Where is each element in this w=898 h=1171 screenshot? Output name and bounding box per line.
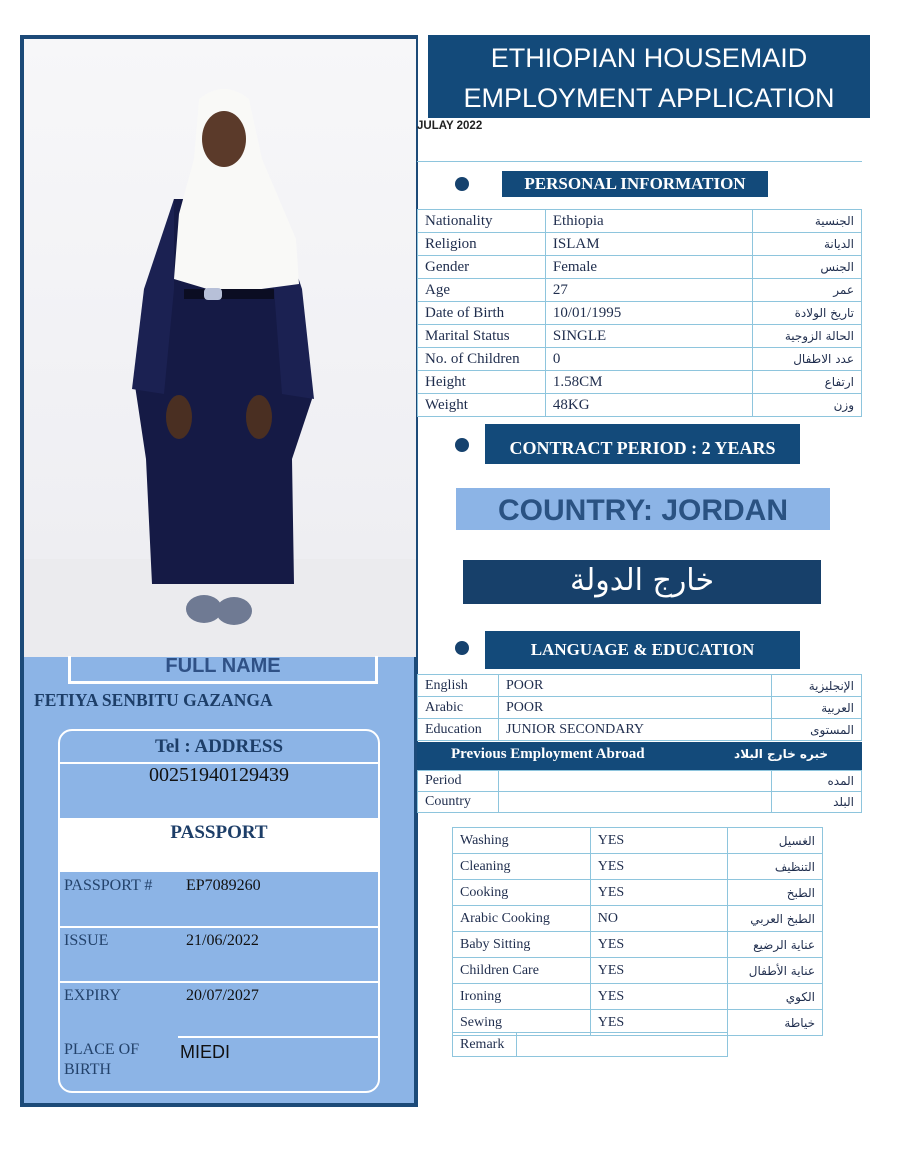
language-table — [417, 674, 862, 741]
skill-row — [453, 932, 823, 958]
personal-row — [418, 256, 862, 279]
previous-label: Period — [418, 771, 499, 792]
bullet-icon — [455, 177, 469, 191]
personal-info-heading: PERSONAL INFORMATION — [502, 171, 768, 197]
personal-info-table — [417, 209, 862, 417]
bullet-icon — [455, 438, 469, 452]
personal-row — [418, 210, 862, 233]
country-banner: COUNTRY: JORDAN — [456, 488, 830, 530]
skill-label: Children Care — [453, 958, 591, 984]
passport-number-label: PASSPORT # — [64, 877, 153, 894]
issue-label: ISSUE — [64, 932, 109, 949]
skill-value: YES — [590, 1010, 727, 1036]
personal-label: Religion — [418, 233, 546, 256]
language-row — [418, 697, 862, 719]
previous-row — [418, 771, 862, 792]
skill-label: Ironing — [453, 984, 591, 1010]
skill-row — [453, 828, 823, 854]
skill-arabic: الكوي — [728, 984, 823, 1010]
language-label: Education — [418, 719, 499, 741]
skills-table — [452, 827, 823, 1036]
skill-arabic: عناية الرضيع — [728, 932, 823, 958]
full-name-value: FETIYA SENBITU GAZANGA — [34, 690, 273, 710]
skill-value: YES — [590, 932, 727, 958]
skill-value: YES — [590, 854, 727, 880]
skill-label: Cooking — [453, 880, 591, 906]
skill-label: Arabic Cooking — [453, 906, 591, 932]
bullet-icon — [455, 641, 469, 655]
skill-row — [453, 958, 823, 984]
remark-value — [516, 1033, 727, 1057]
personal-row — [418, 233, 862, 256]
personal-value: 27 — [545, 279, 752, 302]
expiry-value: 20/07/2027 — [186, 987, 259, 1004]
personal-value: Female — [545, 256, 752, 279]
issue-value: 21/06/2022 — [186, 932, 259, 949]
personal-row — [418, 325, 862, 348]
personal-arabic: الجنس — [753, 256, 862, 279]
divider — [60, 926, 378, 928]
divider — [60, 981, 378, 983]
previous-arabic: البلد — [772, 792, 862, 813]
skill-value: NO — [590, 906, 727, 932]
personal-value: 0 — [545, 348, 752, 371]
personal-arabic: عمر — [753, 279, 862, 302]
abroad-banner-arabic: خارج الدولة — [463, 560, 821, 604]
personal-label: Gender — [418, 256, 546, 279]
personal-row — [418, 394, 862, 417]
personal-arabic: الديانة — [753, 233, 862, 256]
personal-value: Ethiopia — [545, 210, 752, 233]
skill-label: Washing — [453, 828, 591, 854]
personal-label: Marital Status — [418, 325, 546, 348]
language-row — [418, 719, 862, 741]
title-line-2: EMPLOYMENT APPLICATION — [463, 83, 835, 113]
place-of-birth-value: MIEDI — [180, 1042, 231, 1062]
previous-row — [418, 792, 862, 813]
language-value: JUNIOR SECONDARY — [498, 719, 771, 741]
previous-employment-title-arabic: خبره خارج البلاد — [734, 747, 828, 761]
previous-arabic: المده — [772, 771, 862, 792]
personal-value: ISLAM — [545, 233, 752, 256]
divider — [417, 161, 862, 162]
skill-label: Baby Sitting — [453, 932, 591, 958]
personal-arabic: عدد الاطفال — [753, 348, 862, 371]
application-title — [428, 35, 870, 118]
tel-value: 00251940129439 — [149, 764, 289, 786]
previous-value — [498, 792, 771, 813]
contract-period: CONTRACT PERIOD : 2 YEARS — [485, 424, 800, 464]
remark-table — [452, 1032, 728, 1057]
personal-arabic: الجنسية — [753, 210, 862, 233]
skill-arabic: الغسيل — [728, 828, 823, 854]
previous-employment-heading — [417, 742, 862, 770]
personal-arabic: ارتفاع — [753, 371, 862, 394]
skill-label: Cleaning — [453, 854, 591, 880]
skill-label: Sewing — [453, 1010, 591, 1036]
skill-arabic: الطبخ — [728, 880, 823, 906]
previous-value — [498, 771, 771, 792]
expiry-label: EXPIRY — [64, 987, 121, 1004]
place-of-birth-label — [64, 1040, 139, 1080]
skill-row — [453, 880, 823, 906]
applicant-photo — [24, 39, 416, 657]
language-label: English — [418, 675, 499, 697]
language-row — [418, 675, 862, 697]
place-of-birth-label-line1: PLACE OF — [64, 1041, 140, 1058]
previous-employment-table — [417, 770, 862, 813]
language-arabic: العربية — [772, 697, 862, 719]
personal-arabic: تاريخ الولادة — [753, 302, 862, 325]
personal-value: SINGLE — [545, 325, 752, 348]
personal-row — [418, 279, 862, 302]
skill-arabic: التنظيف — [728, 854, 823, 880]
personal-value: 48KG — [545, 394, 752, 417]
language-value: POOR — [498, 675, 771, 697]
divider — [178, 1036, 378, 1038]
skill-row — [453, 984, 823, 1010]
skill-value: YES — [590, 828, 727, 854]
personal-label: Age — [418, 279, 546, 302]
skill-arabic: عناية الأطفال — [728, 958, 823, 984]
language-education-heading: LANGUAGE & EDUCATION — [485, 631, 800, 669]
passport-title: PASSPORT — [170, 822, 268, 843]
tel-address-label: Tel : ADDRESS — [154, 736, 284, 757]
personal-arabic: الحالة الزوجية — [753, 325, 862, 348]
previous-employment-title: Previous Employment Abroad — [451, 746, 645, 762]
personal-value: 10/01/1995 — [545, 302, 752, 325]
personal-row — [418, 348, 862, 371]
title-line-1: ETHIOPIAN HOUSEMAID — [490, 43, 808, 73]
skill-arabic: خياطة — [728, 1010, 823, 1036]
language-arabic: المستوى — [772, 719, 862, 741]
skill-row — [453, 854, 823, 880]
personal-label: No. of Children — [418, 348, 546, 371]
language-label: Arabic — [418, 697, 499, 719]
skill-row — [453, 906, 823, 932]
skill-value: YES — [590, 880, 727, 906]
skill-value: YES — [590, 984, 727, 1010]
full-name-label: FULL NAME — [68, 656, 378, 684]
remark-label: Remark — [453, 1033, 517, 1057]
personal-row — [418, 371, 862, 394]
personal-label: Weight — [418, 394, 546, 417]
personal-label: Height — [418, 371, 546, 394]
language-arabic: الإنجليزية — [772, 675, 862, 697]
personal-arabic: وزن — [753, 394, 862, 417]
language-value: POOR — [498, 697, 771, 719]
application-date: JULAY 2022 — [417, 120, 483, 132]
personal-row — [418, 302, 862, 325]
skill-arabic: الطبخ العربي — [728, 906, 823, 932]
applicant-photo-graphic — [24, 39, 416, 657]
skill-value: YES — [590, 958, 727, 984]
passport-number-value: EP7089260 — [186, 877, 261, 894]
personal-value: 1.58CM — [545, 371, 752, 394]
previous-label: Country — [418, 792, 499, 813]
place-of-birth-label-line2: BIRTH — [64, 1061, 112, 1078]
personal-label: Date of Birth — [418, 302, 546, 325]
personal-label: Nationality — [418, 210, 546, 233]
